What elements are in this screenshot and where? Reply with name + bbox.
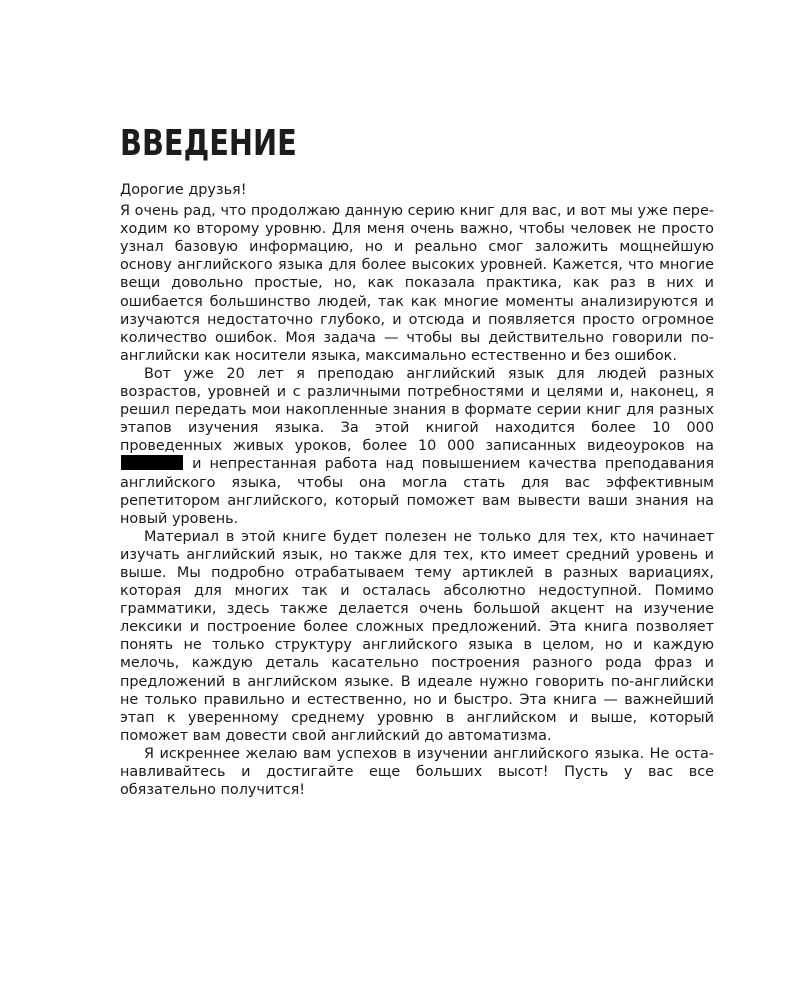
redaction-block <box>121 455 183 470</box>
page-title: ВВЕДЕНИЕ <box>120 123 297 164</box>
body-text <box>120 181 714 799</box>
greeting-paragraph: Дорогие друзья! <box>120 182 247 198</box>
paragraph-2-start: Вот уже 20 лет я преподаю английский язык для людей разных возрастов, уровней и с различными потребностями и целями и, наконец, я решил передать мои накопленные знания в формате серии книг для разных этапов изучения языка. За этой книгой находится более 10 000 проведенных живых уроков, более 10 000 записанных видеоуроков на <box>120 365 714 455</box>
paragraph-4: Я искреннее желаю вам успехов в изучении английского языка. Не останавливайтесь и достигайте еще больших высот! Пусть у вас все обязательно получится! <box>120 745 714 799</box>
paragraph-1: Я очень рад, что продолжаю данную серию книг для вас, и вот мы уже переходим ко второму уровню. Для меня очень важно, чтобы человек не просто узнал базовую информацию, но и реально смог заложить мощнейшую основу английского языка для более высоких уровней. Кажется, что многие вещи довольно простые, но, как показала практика, как раз в них и ошибается большинство людей, так как многие моменты анализируются и изучаются недостаточно глубоко, и отсюда и появляется просто огромное количество ошибок. Моя задача — чтобы вы действительно говорили по-английски как носители языка, максимально естественно и без ошибок. <box>120 203 714 364</box>
paragraph-2-end: и непрестанная работа над повышением качества преподавания английского языка, чтобы она могла стать для вас эффективным репетитором английского, который поможет вам вывести ваши знания на новый уровень. <box>120 456 715 527</box>
paragraph-3: Материал в этой книге будет полезен не только для тех, кто начинает изучать английский язык, но также для тех, кто имеет средний уровень и выше. Мы подробно отрабатываем тему артиклей в разных вариациях, которая для многих так и осталась абсолютно недоступной. Помимо грамматики, здесь также делается очень большой акцент на изучение лексики и построение более сложных предложений. Эта книга позволяет понять не только структуру английского языка в целом, но и каждую мелочь, каждую деталь касательно построения разного рода фраз и предложений в английском языке. В идеале нужно говорить по-английски не только правильно и естественно, но и быстро. Эта книга — важнейший этап к уверенному среднему уровню в английском и выше, который поможет вам довести свой английский до автоматизма. <box>120 528 714 744</box>
paragraph-2 <box>120 365 714 528</box>
